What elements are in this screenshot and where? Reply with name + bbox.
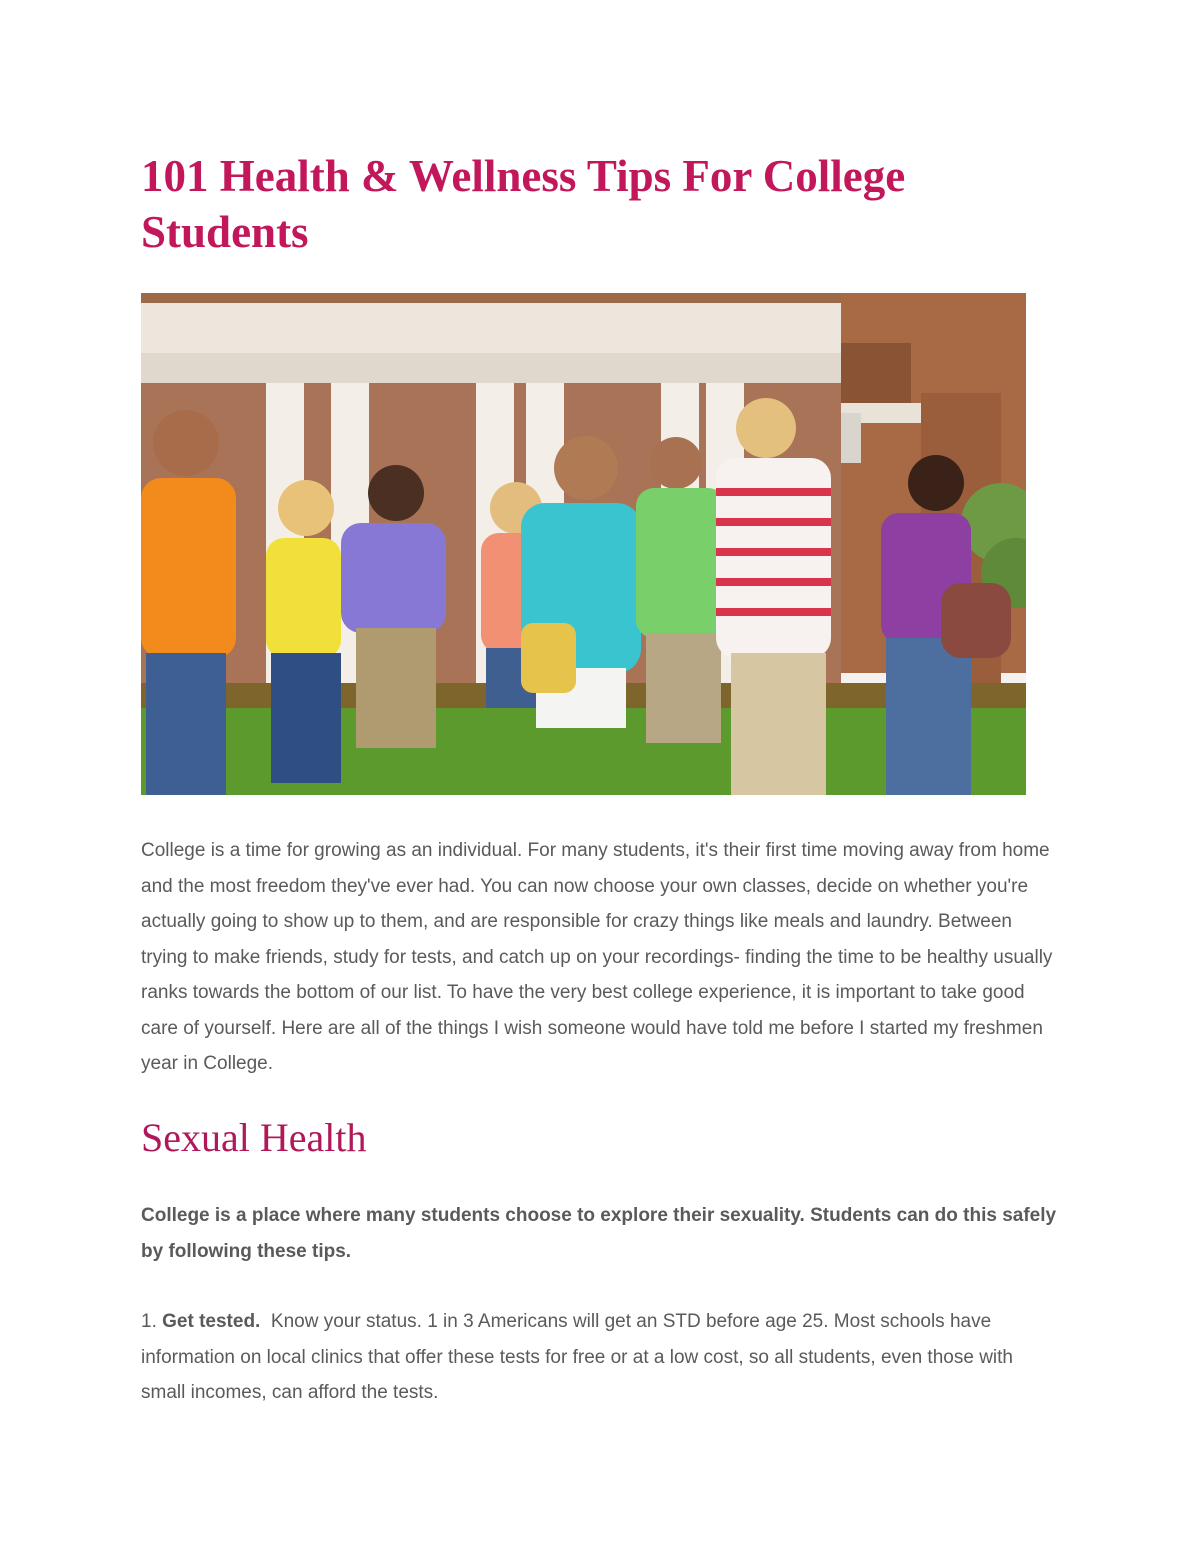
section-heading: Sexual Health bbox=[141, 1115, 367, 1160]
tip-text: Know your status. 1 in 3 Americans will get an STD before age 25. Most schools have information on local clinics that offer these tests for free or at a low cost, so all students, even those with small incomes, can afford the tests. bbox=[141, 1311, 1013, 1403]
section-lead: College is a place where many students choose to explore their sexuality. Students can do this safely by following these tips. bbox=[141, 1205, 1057, 1262]
intro-paragraph: College is a time for growing as an individual. For many students, it's their first time moving away from home and the most freedom they've ever had. You can now choose your own classes, decide on whether you're actually going to show up to them, and are responsible for crazy things like meals and laundry. Between trying to make friends, study for tests, and catch up on your recordings- finding the time to be healthy usually ranks towards the bottom of our list. To have the very best college experience, it is important to take good care of yourself. Here are all of the things I wish someone would have told me before I started my freshmen year in College. bbox=[141, 840, 1053, 1074]
page-title: 101 Health & Wellness Tips For College Students bbox=[141, 151, 906, 257]
article bbox=[141, 148, 1061, 260]
tip-title: Get tested. bbox=[162, 1311, 261, 1332]
hero-photo bbox=[141, 293, 1026, 795]
list-item bbox=[141, 1304, 1061, 1411]
tip-number: 1. bbox=[141, 1311, 157, 1332]
